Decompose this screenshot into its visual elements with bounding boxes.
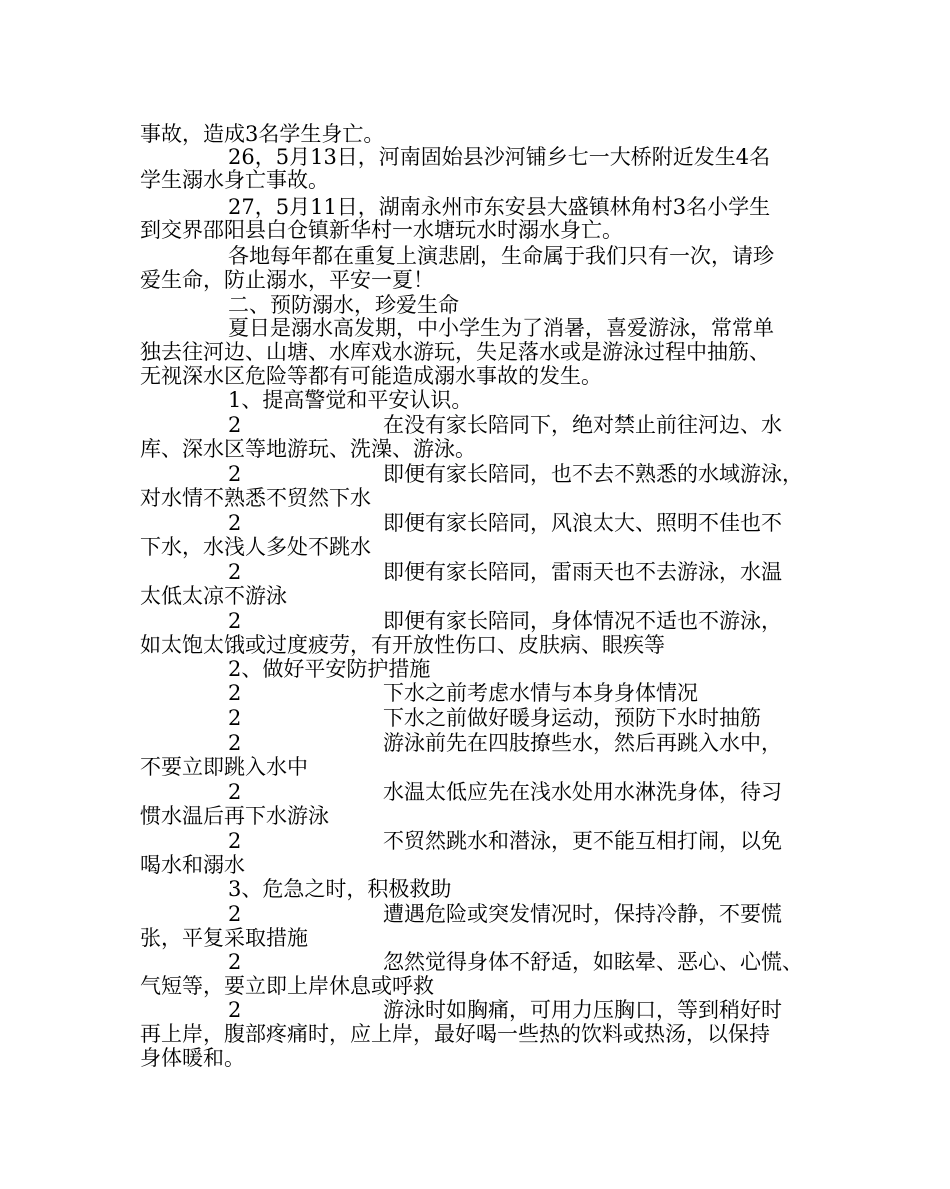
subsection-heading: 1、提高警觉和平安认识。 bbox=[228, 388, 473, 412]
bullet-text: 在没有家长陪同下，绝对禁止前往河边、水 bbox=[383, 413, 782, 437]
paragraph-line: 不要立即跳入水中 bbox=[140, 755, 308, 779]
bullet-text: 下水之前考虑水情与本身身体情况 bbox=[383, 681, 698, 705]
section-heading: 二、预防溺水，珍爱生命 bbox=[228, 293, 459, 317]
paragraph-line: 如太饱太饿或过度疲劳，有开放性伤口、皮肤病、眼疾等 bbox=[140, 633, 665, 657]
paragraph-line: 事故，造成3名学生身亡。 bbox=[140, 122, 385, 146]
paragraph-line: 26，5月13日，河南固始县沙河铺乡七一大桥附近发生4名 bbox=[228, 145, 771, 169]
bullet-text: 水温太低应先在浅水处用水淋洗身体，待习 bbox=[383, 780, 782, 804]
bullet-text: 遭遇危险或突发情况时，保持冷静，不要慌 bbox=[383, 902, 782, 926]
bullet-marker: 2 bbox=[228, 681, 242, 705]
bullet-text: 不贸然跳水和潜泳，更不能互相打闹，以免 bbox=[383, 829, 782, 853]
bullet-marker: 2 bbox=[228, 780, 242, 804]
bullet-text: 即便有家长陪同，风浪太大、照明不佳也不 bbox=[383, 511, 782, 535]
bullet-marker: 2 bbox=[228, 413, 242, 437]
bullet-text: 游泳时如胸痛，可用力压胸口，等到稍好时 bbox=[383, 998, 782, 1022]
paragraph-line: 库、深水区等地游玩、洗澡、游泳。 bbox=[140, 437, 476, 461]
paragraph-line: 爱生命，防止溺水，平安一夏！ bbox=[140, 268, 434, 292]
bullet-text: 即便有家长陪同，也不去不熟悉的水域游泳， bbox=[383, 462, 803, 486]
paragraph-line: 学生溺水身亡事故。 bbox=[140, 168, 329, 192]
paragraph-line: 下水，水浅人多处不跳水 bbox=[140, 535, 371, 559]
bullet-text: 即便有家长陪同，雷雨天也不去游泳，水温 bbox=[383, 560, 782, 584]
paragraph-line: 张，平复采取措施 bbox=[140, 926, 308, 950]
bullet-text: 下水之前做好暖身运动，预防下水时抽筋 bbox=[383, 706, 761, 730]
bullet-marker: 2 bbox=[228, 560, 242, 584]
paragraph-line: 各地每年都在重复上演悲剧，生命属于我们只有一次，请珍 bbox=[228, 244, 774, 268]
paragraph-line: 27，5月11日，湖南永州市东安县大盛镇林角村3名小学生 bbox=[228, 195, 771, 219]
bullet-text: 游泳前先在四肢撩些水，然后再跳入水中， bbox=[383, 731, 782, 755]
paragraph-line: 到交界邵阳县白仓镇新华村一水塘玩水时溺水身亡。 bbox=[140, 218, 623, 242]
bullet-marker: 2 bbox=[228, 829, 242, 853]
bullet-marker: 2 bbox=[228, 609, 242, 633]
paragraph-line: 太低太凉不游泳 bbox=[140, 584, 287, 608]
bullet-text: 即便有家长陪同，身体情况不适也不游泳， bbox=[383, 609, 782, 633]
bullet-marker: 2 bbox=[228, 511, 242, 535]
paragraph-line: 身体暖和。 bbox=[140, 1046, 245, 1070]
bullet-marker: 2 bbox=[228, 731, 242, 755]
paragraph-line: 再上岸，腹部疼痛时，应上岸，最好喝一些热的饮料或热汤，以保持 bbox=[140, 1022, 770, 1046]
paragraph-line: 独去往河边、山塘、水库戏水游玩，失足落水或是游泳过程中抽筋、 bbox=[140, 340, 770, 364]
paragraph-line: 无视深水区危险等都有可能造成溺水事故的发生。 bbox=[140, 364, 602, 388]
paragraph-line: 夏日是溺水高发期，中小学生为了消暑，喜爱游泳，常常单 bbox=[228, 316, 774, 340]
subsection-heading: 2、做好平安防护措施 bbox=[228, 657, 431, 681]
bullet-text: 忽然觉得身体不舒适，如眩晕、恶心、心慌、 bbox=[383, 950, 803, 974]
paragraph-line: 喝水和溺水 bbox=[140, 853, 245, 877]
paragraph-line: 气短等，要立即上岸休息或呼救 bbox=[140, 974, 434, 998]
subsection-heading: 3、危急之时，积极救助 bbox=[228, 877, 452, 901]
bullet-marker: 2 bbox=[228, 902, 242, 926]
paragraph-line: 对水情不熟悉不贸然下水 bbox=[140, 486, 371, 510]
bullet-marker: 2 bbox=[228, 706, 242, 730]
bullet-marker: 2 bbox=[228, 950, 242, 974]
paragraph-line: 惯水温后再下水游泳 bbox=[140, 804, 329, 828]
bullet-marker: 2 bbox=[228, 462, 242, 486]
bullet-marker: 2 bbox=[228, 998, 242, 1022]
